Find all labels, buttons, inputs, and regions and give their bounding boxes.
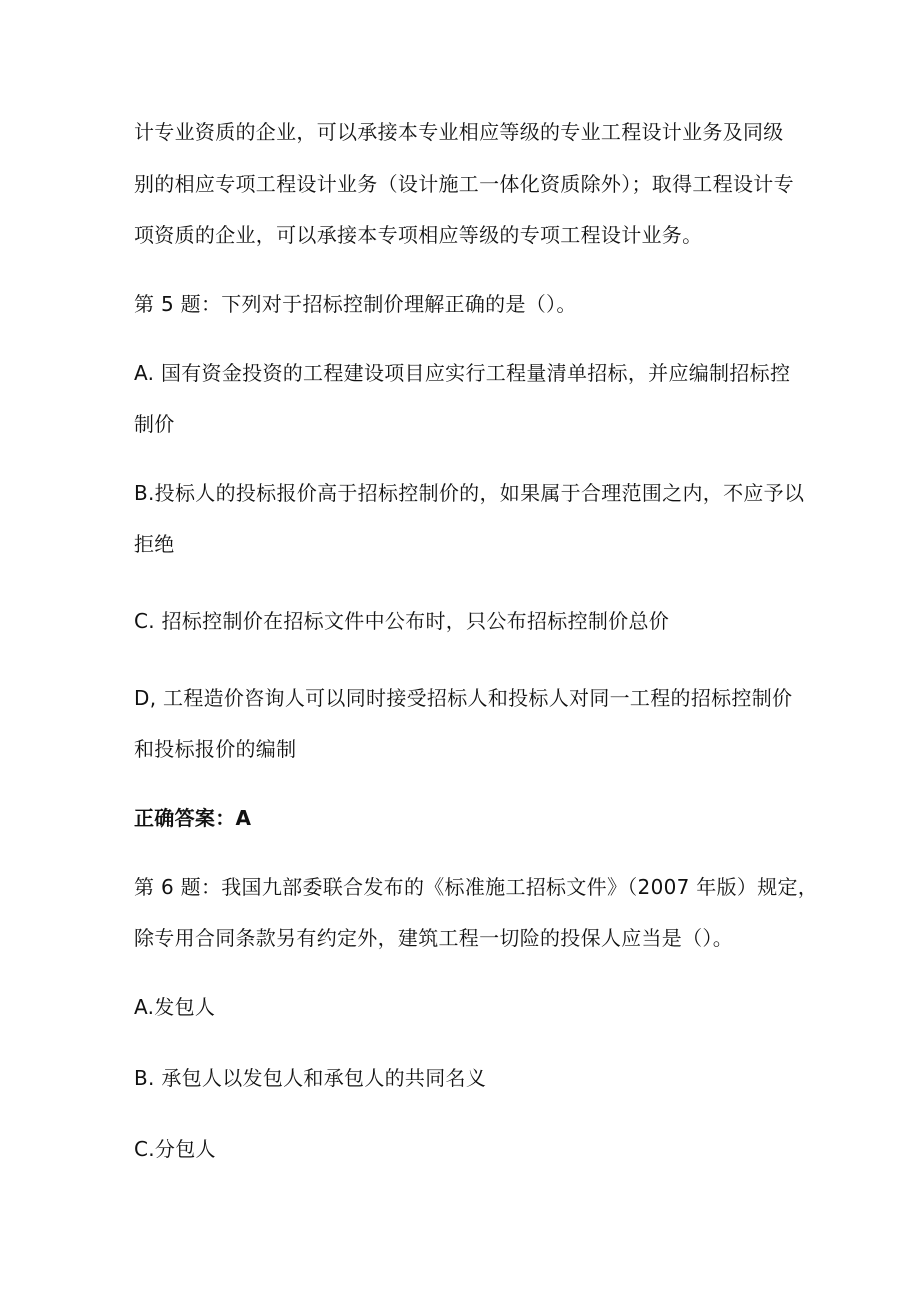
continuation-line-1: 计专业资质的企业，可以承接本专业相应等级的专业工程设计业务及同级 [134,120,784,144]
q5-option-b-line-2: 拒绝 [134,532,175,556]
continuation-line-2: 别的相应专项工程设计业务（设计施工一体化资质除外）；取得工程设计专 [134,172,794,196]
q5-option-d-line-1: D, 工程造价咨询人可以同时接受招标人和投标人对同一工程的招标控制价 [134,686,793,710]
q5-correct-answer: 正确答案：A [134,806,252,830]
q6-option-c: C.分包人 [134,1137,216,1161]
q5-option-a-line-1: A. 国有资金投资的工程建设项目应实行工程量清单招标，并应编制招标控 [134,361,791,385]
q5-option-a-line-2: 制价 [134,412,175,436]
continuation-line-3: 项资质的企业，可以承接本专项相应等级的专项工程设计业务。 [134,223,703,247]
q5-option-d-line-2: 和投标报价的编制 [134,737,297,761]
q5-option-c: C. 招标控制价在招标文件中公布时，只公布招标控制价总价 [134,609,670,633]
question-6-text-line-1: 第 6 题：我国九部委联合发布的《标准施工招标文件》（2007 年版）规定， [134,875,819,899]
question-5-text: 第 5 题：下列对于招标控制价理解正确的是（）。 [134,292,577,316]
q6-option-b: B. 承包人以发包人和承包人的共同名义 [134,1066,487,1090]
q6-option-a: A.发包人 [134,995,216,1019]
q5-option-b-line-1: B.投标人的投标报价高于招标控制价的，如果属于合理范围之内，不应予以 [134,481,805,505]
question-6-text-line-2: 除专用合同条款另有约定外，建筑工程一切险的投保人应当是（）。 [134,926,733,950]
